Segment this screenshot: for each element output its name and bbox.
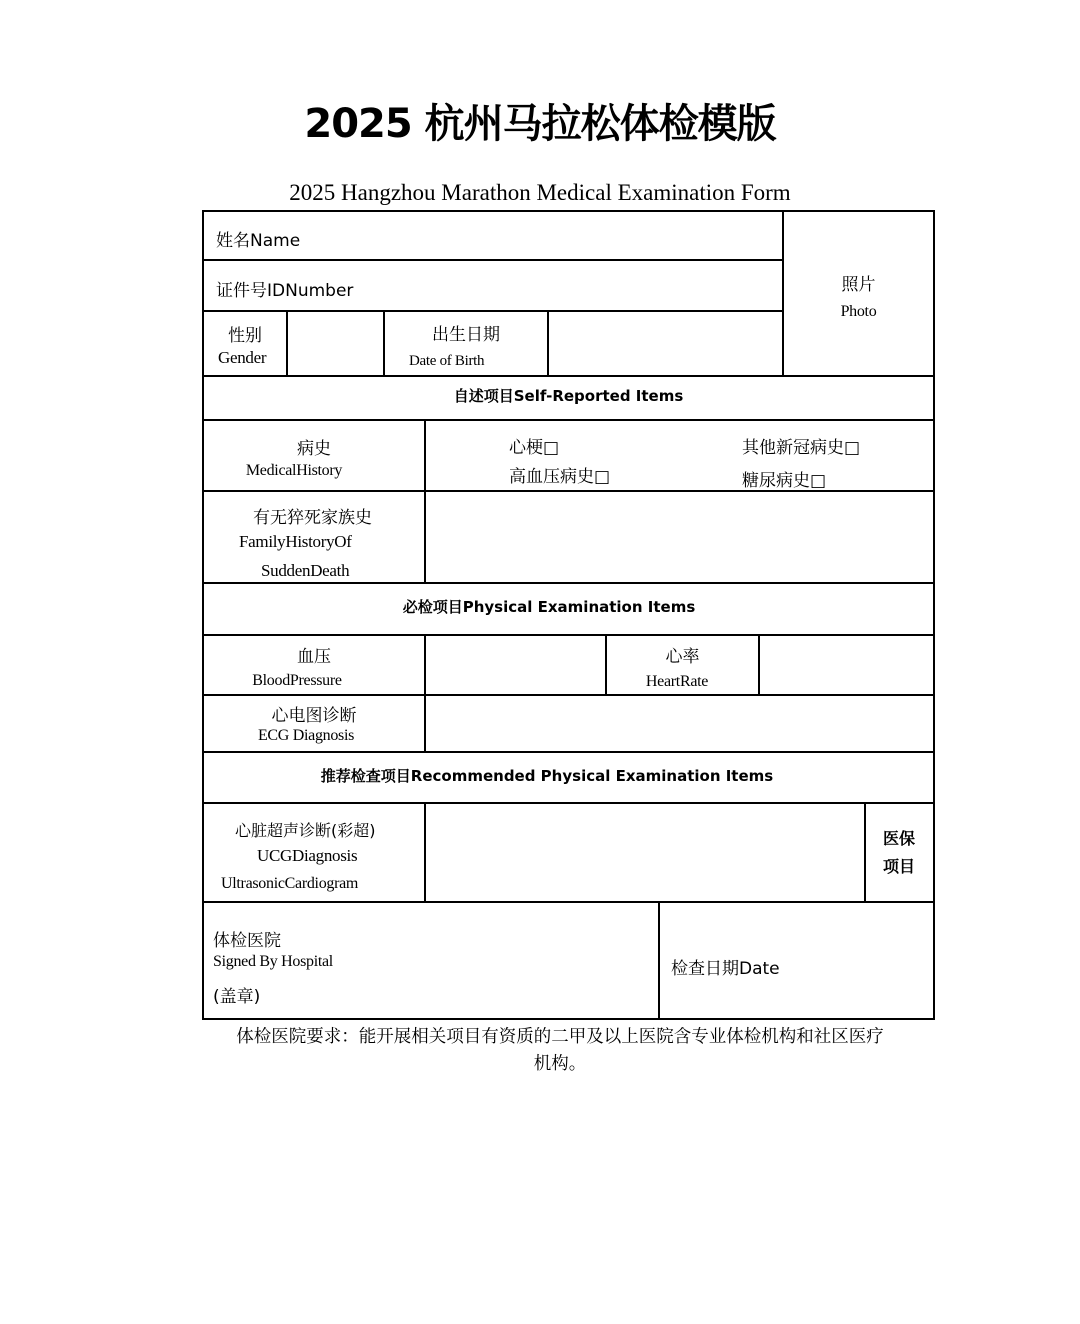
row-divider (204, 802, 933, 804)
family-history-label-en2: SuddenDeath (261, 561, 350, 580)
ucg-label-cn: 心脏超声诊断(彩超) (235, 821, 376, 840)
ecg-label-cn: 心电图诊断 (271, 706, 357, 726)
medical-form (202, 210, 935, 1020)
row-divider (204, 310, 784, 312)
row-divider (204, 419, 933, 421)
family-history-label-en1: FamilyHistoryOf (239, 532, 352, 551)
note-line-1: 体检医院要求：能开展相关项目有资质的二甲及以上医院含专业体检机构和社区医疗 (236, 1027, 884, 1047)
section-recommended: 推荐检查项目Recommended Physical Examination Items (320, 767, 774, 785)
photo-label-en: Photo (840, 303, 877, 320)
col-divider (424, 419, 426, 584)
col-divider (424, 634, 426, 753)
section-physical: 必检项目Physical Examination Items (402, 598, 696, 616)
page-title: 2025 杭州马拉松体检模版 (304, 101, 776, 147)
gender-label-en: Gender (218, 348, 267, 367)
col-divider (424, 802, 426, 903)
heart-rate-label-en: HeartRate (645, 673, 709, 690)
row-divider (204, 694, 933, 696)
gender-label-cn: 性别 (228, 326, 262, 346)
insurance-label-line2: 项目 (883, 857, 916, 876)
option-other-covid[interactable]: 其他新冠病史□ (742, 438, 861, 458)
col-divider (658, 901, 660, 1020)
medical-history-label-en: MedicalHistory (245, 462, 343, 479)
col-divider (286, 310, 288, 377)
ecg-label-en: ECG Diagnosis (257, 727, 355, 744)
id-number-label: 证件号IDNumber (216, 281, 354, 301)
row-divider (204, 259, 784, 261)
check-date-label: 检查日期Date (671, 959, 780, 979)
hospital-requirement-note (200, 1024, 920, 1078)
medical-history-label-cn: 病史 (297, 439, 331, 459)
row-divider (204, 582, 933, 584)
page-subtitle: 2025 Hangzhou Marathon Medical Examination Form (289, 180, 791, 205)
photo-label-cn: 照片 (841, 275, 876, 295)
row-divider (204, 751, 933, 753)
col-divider (758, 634, 760, 696)
option-diabetes[interactable]: 糖尿病史□ (742, 471, 827, 491)
option-myocardial-infarction[interactable]: 心梗□ (509, 438, 560, 458)
section-self-reported: 自述项目Self-Reported Items (453, 387, 684, 405)
option-hypertension[interactable]: 高血压病史□ (509, 467, 611, 487)
row-divider (204, 375, 933, 377)
row-divider (204, 901, 933, 903)
dob-label-cn: 出生日期 (432, 325, 500, 345)
dob-label-en: Date of Birth (409, 353, 485, 369)
hospital-label-cn: 体检医院 (213, 931, 281, 951)
name-label: 姓名Name (216, 231, 301, 251)
row-divider (204, 634, 933, 636)
note-line-2: 机构。 (533, 1054, 587, 1074)
family-history-label-cn: 有无猝死家族史 (253, 508, 372, 528)
hospital-seal-label: (盖章) (213, 987, 261, 1007)
blood-pressure-label-en: BloodPressure (252, 672, 342, 689)
heart-rate-label-cn: 心率 (665, 647, 700, 667)
col-divider (547, 310, 549, 377)
ucg-label-en1: UCGDiagnosis (257, 846, 358, 865)
col-divider (864, 802, 866, 903)
insurance-label-line1: 医保 (883, 829, 916, 848)
blood-pressure-label-cn: 血压 (297, 647, 331, 667)
hospital-label-en: Signed By Hospital (213, 953, 333, 970)
ucg-label-en2: UltrasonicCardiogram (221, 875, 359, 892)
